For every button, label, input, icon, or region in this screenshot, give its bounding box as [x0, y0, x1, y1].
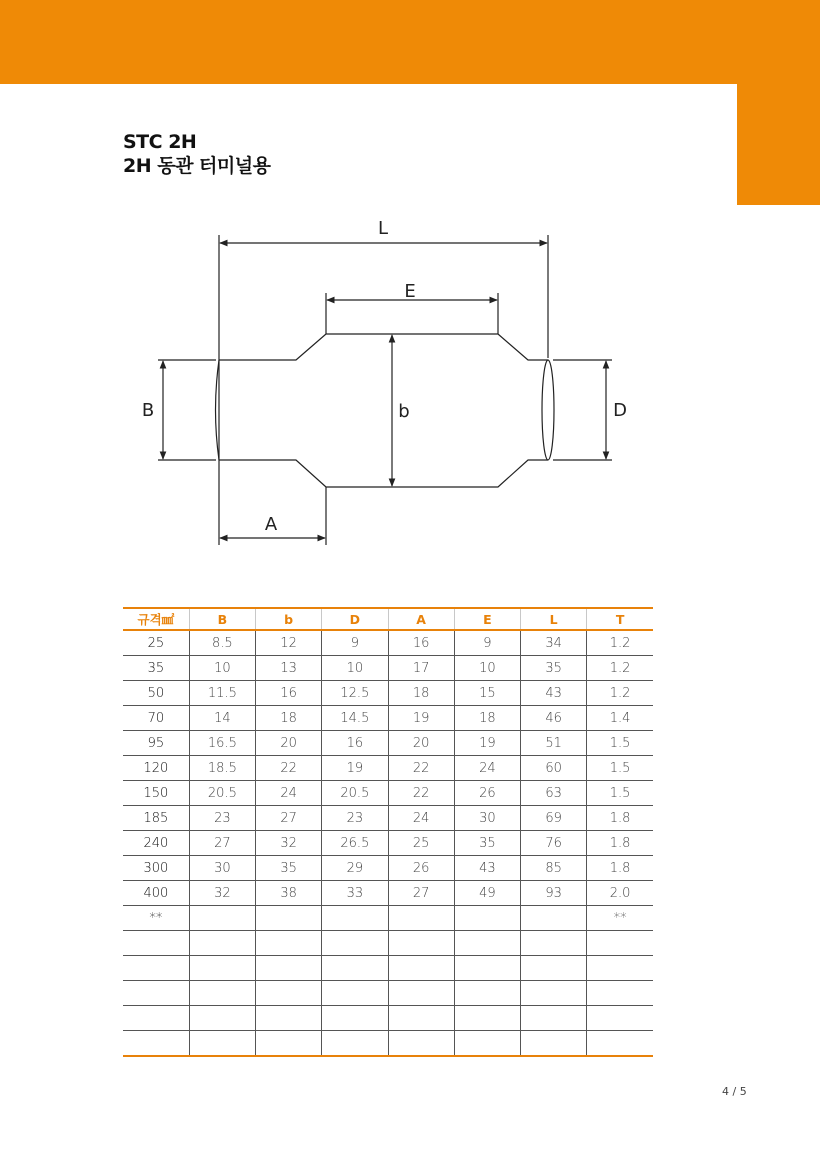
table-cell	[388, 956, 454, 981]
table-cell: 24	[454, 756, 520, 781]
table-cell: 20	[256, 731, 322, 756]
table-cell: 18	[256, 706, 322, 731]
table-cell: 16	[322, 731, 388, 756]
table-cell: 8.5	[189, 630, 255, 656]
table-row	[123, 731, 653, 756]
table-cell: 46	[521, 706, 587, 731]
table-cell: 15	[454, 681, 520, 706]
table-cell: 20.5	[189, 781, 255, 806]
table-cell: 43	[454, 856, 520, 881]
page-title	[123, 130, 270, 178]
table-cell: 1.5	[587, 781, 653, 806]
table-cell: 1.2	[587, 681, 653, 706]
size-cell: 35	[123, 656, 189, 681]
table-cell: 9	[322, 630, 388, 656]
table-cell	[322, 931, 388, 956]
table-cell	[454, 906, 520, 931]
table-cell	[189, 981, 255, 1006]
size-cell: 150	[123, 781, 189, 806]
table-cell	[388, 906, 454, 931]
size-cell: 70	[123, 706, 189, 731]
table-cell: 17	[388, 656, 454, 681]
table-cell: 93	[521, 881, 587, 906]
table-cell: 18	[388, 681, 454, 706]
table-cell	[521, 906, 587, 931]
table-cell: 11.5	[189, 681, 255, 706]
table-row	[123, 856, 653, 881]
table-cell: 32	[189, 881, 255, 906]
table-cell: 1.5	[587, 756, 653, 781]
table-row	[123, 756, 653, 781]
table-cell: 35	[454, 831, 520, 856]
table-cell	[322, 906, 388, 931]
table-cell: 26	[454, 781, 520, 806]
table-cell: **	[587, 906, 653, 931]
table-row	[123, 1006, 653, 1031]
dimension-drawing	[0, 200, 820, 560]
size-cell: 185	[123, 806, 189, 831]
product-description: 2H 동관 터미널용	[123, 155, 271, 177]
table-cell: 29	[322, 856, 388, 881]
table-cell	[521, 956, 587, 981]
table-cell: 19	[454, 731, 520, 756]
table-cell: 30	[454, 806, 520, 831]
table-cell: 18.5	[189, 756, 255, 781]
table-row	[123, 831, 653, 856]
size-cell	[123, 1031, 189, 1057]
table-cell	[256, 956, 322, 981]
size-cell: 300	[123, 856, 189, 881]
table-cell: 14	[189, 706, 255, 731]
table-cell	[587, 981, 653, 1006]
spec-table	[123, 607, 653, 1057]
table-cell: 9	[454, 630, 520, 656]
table-cell: 30	[189, 856, 255, 881]
table-cell: 69	[521, 806, 587, 831]
table-cell: 23	[322, 806, 388, 831]
table-cell	[521, 931, 587, 956]
table-cell: 27	[256, 806, 322, 831]
table-cell	[587, 1031, 653, 1057]
table-cell: 43	[521, 681, 587, 706]
table-cell: 25	[388, 831, 454, 856]
table-cell: 20	[388, 731, 454, 756]
table-cell: 16	[256, 681, 322, 706]
table-cell: 10	[189, 656, 255, 681]
table-row	[123, 931, 653, 956]
column-header: 규격㎟	[123, 608, 189, 630]
table-cell: 34	[521, 630, 587, 656]
table-cell: 23	[189, 806, 255, 831]
table-cell	[256, 1006, 322, 1031]
table-row	[123, 630, 653, 656]
table-cell	[189, 931, 255, 956]
table-row	[123, 656, 653, 681]
table-cell	[322, 956, 388, 981]
table-cell: 19	[388, 706, 454, 731]
table-cell	[587, 931, 653, 956]
table-cell	[322, 1006, 388, 1031]
table-cell	[189, 906, 255, 931]
column-header: D	[322, 608, 388, 630]
size-cell	[123, 1006, 189, 1031]
table-cell: 22	[388, 756, 454, 781]
table-cell	[189, 956, 255, 981]
table-cell: 24	[256, 781, 322, 806]
table-cell	[388, 1031, 454, 1057]
table-cell: 26.5	[322, 831, 388, 856]
table-cell: 18	[454, 706, 520, 731]
size-cell: 400	[123, 881, 189, 906]
table-cell: 13	[256, 656, 322, 681]
table-cell: 35	[256, 856, 322, 881]
size-cell: 95	[123, 731, 189, 756]
table-cell	[322, 1031, 388, 1057]
table-cell	[256, 1031, 322, 1057]
table-cell: 1.2	[587, 630, 653, 656]
table-cell	[388, 981, 454, 1006]
table-cell	[256, 931, 322, 956]
column-header: L	[521, 608, 587, 630]
table-cell	[587, 956, 653, 981]
table-cell: 1.8	[587, 806, 653, 831]
label-D: D	[613, 400, 627, 421]
table-cell	[388, 931, 454, 956]
table-cell	[256, 981, 322, 1006]
size-cell: 240	[123, 831, 189, 856]
table-cell: 14.5	[322, 706, 388, 731]
table-cell: 1.5	[587, 731, 653, 756]
table-cell	[454, 981, 520, 1006]
table-cell: 19	[322, 756, 388, 781]
table-row	[123, 706, 653, 731]
table-cell: 2.0	[587, 881, 653, 906]
table-cell: 85	[521, 856, 587, 881]
table-row	[123, 981, 653, 1006]
table-cell: 35	[521, 656, 587, 681]
table-cell	[454, 956, 520, 981]
table-cell: 26	[388, 856, 454, 881]
table-cell	[256, 906, 322, 931]
table-cell: 10	[454, 656, 520, 681]
table-cell: 1.2	[587, 656, 653, 681]
column-header: E	[454, 608, 520, 630]
page-number: 4 / 5	[722, 1085, 747, 1098]
table-cell	[189, 1031, 255, 1057]
table-cell: 76	[521, 831, 587, 856]
table-cell: 10	[322, 656, 388, 681]
table-cell: 63	[521, 781, 587, 806]
table-row	[123, 881, 653, 906]
table-cell	[322, 981, 388, 1006]
table-cell	[388, 1006, 454, 1031]
column-header: T	[587, 608, 653, 630]
table-row	[123, 956, 653, 981]
label-A: A	[264, 514, 278, 535]
table-cell: 1.8	[587, 831, 653, 856]
table-cell: 1.8	[587, 856, 653, 881]
side-tab	[737, 84, 820, 205]
table-cell	[521, 1031, 587, 1057]
table-cell	[587, 1006, 653, 1031]
table-cell: 49	[454, 881, 520, 906]
size-cell: 50	[123, 681, 189, 706]
table-row	[123, 1031, 653, 1057]
table-cell	[521, 981, 587, 1006]
table-row	[123, 681, 653, 706]
column-header: A	[388, 608, 454, 630]
table-cell: 22	[256, 756, 322, 781]
table-cell	[454, 1006, 520, 1031]
product-code: STC 2H	[123, 131, 197, 153]
label-L: L	[377, 218, 389, 239]
size-cell	[123, 931, 189, 956]
size-cell: 120	[123, 756, 189, 781]
table-cell: 16	[388, 630, 454, 656]
table-cell: 12	[256, 630, 322, 656]
table-row	[123, 806, 653, 831]
table-cell: 12.5	[322, 681, 388, 706]
table-cell: 27	[189, 831, 255, 856]
column-header: B	[189, 608, 255, 630]
table-cell: 33	[322, 881, 388, 906]
size-cell	[123, 956, 189, 981]
table-row	[123, 906, 653, 931]
label-B: B	[141, 400, 155, 421]
table-cell	[454, 1031, 520, 1057]
table-row	[123, 781, 653, 806]
table-cell: 1.4	[587, 706, 653, 731]
table-header-row	[123, 608, 653, 630]
table-cell: 22	[388, 781, 454, 806]
header-band	[0, 0, 820, 84]
table-cell: 60	[521, 756, 587, 781]
table-cell: 20.5	[322, 781, 388, 806]
table-cell: 16.5	[189, 731, 255, 756]
table-cell	[454, 931, 520, 956]
size-cell	[123, 981, 189, 1006]
label-E: E	[404, 281, 416, 302]
column-header: b	[256, 608, 322, 630]
table-cell: 51	[521, 731, 587, 756]
size-cell: **	[123, 906, 189, 931]
table-cell: 24	[388, 806, 454, 831]
table-cell	[189, 1006, 255, 1031]
label-b: b	[398, 401, 410, 422]
table-cell: 27	[388, 881, 454, 906]
size-cell: 25	[123, 630, 189, 656]
table-cell	[521, 1006, 587, 1031]
table-cell: 32	[256, 831, 322, 856]
table-cell: 38	[256, 881, 322, 906]
table-body	[123, 630, 653, 1056]
